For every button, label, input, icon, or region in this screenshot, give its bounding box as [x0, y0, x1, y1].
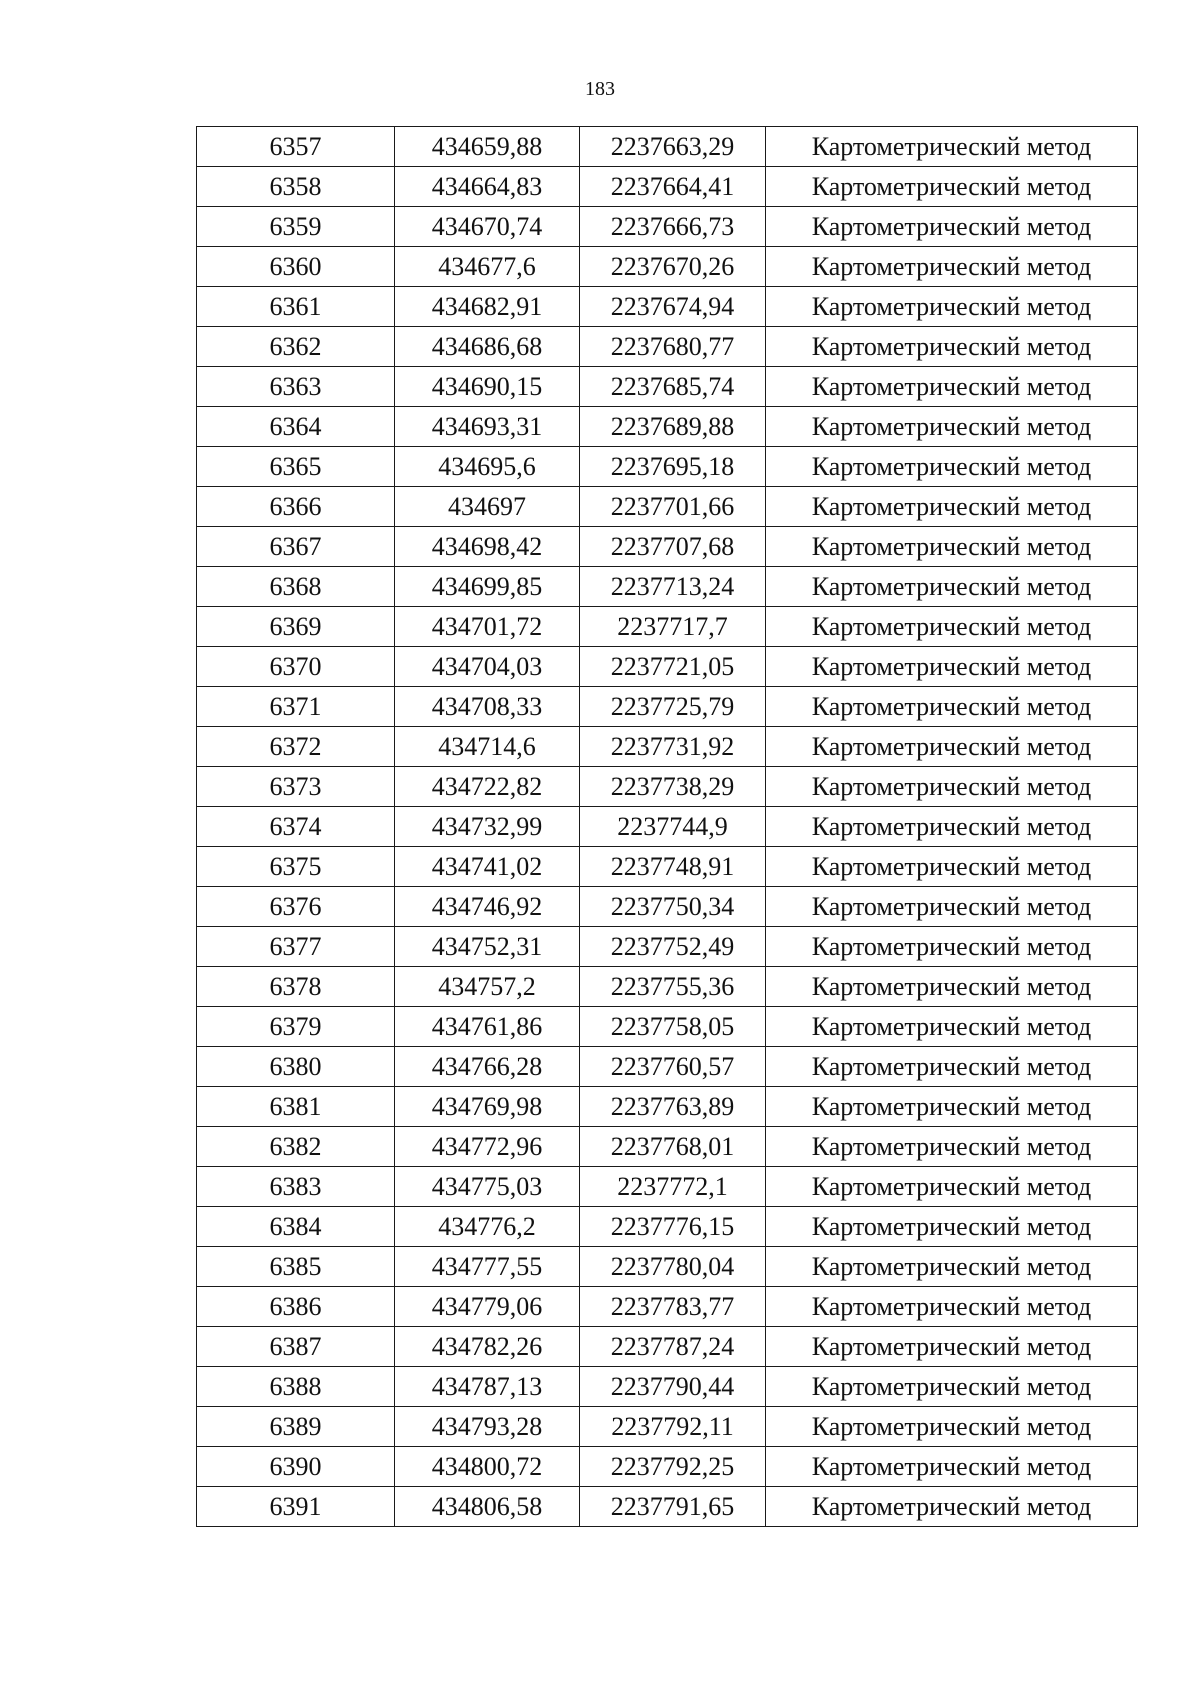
table-row [197, 407, 1138, 447]
y-coordinate-cell: 2237664,41 [580, 167, 766, 207]
method-cell: Картометрический метод [766, 847, 1138, 887]
x-coordinate-cell: 434690,15 [395, 367, 580, 407]
table-row [197, 1247, 1138, 1287]
table-row [197, 807, 1138, 847]
point-number-cell: 6382 [197, 1127, 395, 1167]
x-coordinate-cell: 434693,31 [395, 407, 580, 447]
y-coordinate-cell: 2237776,15 [580, 1207, 766, 1247]
method-cell: Картометрический метод [766, 767, 1138, 807]
method-cell: Картометрический метод [766, 247, 1138, 287]
table-row [197, 1367, 1138, 1407]
point-number-cell: 6370 [197, 647, 395, 687]
table-row [197, 207, 1138, 247]
method-cell: Картометрический метод [766, 1047, 1138, 1087]
y-coordinate-cell: 2237748,91 [580, 847, 766, 887]
point-number-cell: 6387 [197, 1327, 395, 1367]
x-coordinate-cell: 434670,74 [395, 207, 580, 247]
x-coordinate-cell: 434697 [395, 487, 580, 527]
point-number-cell: 6391 [197, 1487, 395, 1527]
point-number-cell: 6362 [197, 327, 395, 367]
point-number-cell: 6380 [197, 1047, 395, 1087]
method-cell: Картометрический метод [766, 1207, 1138, 1247]
y-coordinate-cell: 2237713,24 [580, 567, 766, 607]
y-coordinate-cell: 2237670,26 [580, 247, 766, 287]
y-coordinate-cell: 2237768,01 [580, 1127, 766, 1167]
method-cell: Картометрический метод [766, 207, 1138, 247]
y-coordinate-cell: 2237760,57 [580, 1047, 766, 1087]
method-cell: Картометрический метод [766, 927, 1138, 967]
y-coordinate-cell: 2237674,94 [580, 287, 766, 327]
table-row [197, 647, 1138, 687]
x-coordinate-cell: 434772,96 [395, 1127, 580, 1167]
y-coordinate-cell: 2237707,68 [580, 527, 766, 567]
point-number-cell: 6365 [197, 447, 395, 487]
x-coordinate-cell: 434701,72 [395, 607, 580, 647]
method-cell: Картометрический метод [766, 607, 1138, 647]
x-coordinate-cell: 434682,91 [395, 287, 580, 327]
y-coordinate-cell: 2237721,05 [580, 647, 766, 687]
method-cell: Картометрический метод [766, 1407, 1138, 1447]
table-row [197, 327, 1138, 367]
x-coordinate-cell: 434704,03 [395, 647, 580, 687]
method-cell: Картометрический метод [766, 447, 1138, 487]
point-number-cell: 6374 [197, 807, 395, 847]
point-number-cell: 6384 [197, 1207, 395, 1247]
point-number-cell: 6368 [197, 567, 395, 607]
point-number-cell: 6390 [197, 1447, 395, 1487]
y-coordinate-cell: 2237752,49 [580, 927, 766, 967]
page-number: 183 [585, 78, 615, 100]
x-coordinate-cell: 434746,92 [395, 887, 580, 927]
y-coordinate-cell: 2237738,29 [580, 767, 766, 807]
point-number-cell: 6360 [197, 247, 395, 287]
method-cell: Картометрический метод [766, 287, 1138, 327]
method-cell: Картометрический метод [766, 487, 1138, 527]
method-cell: Картометрический метод [766, 527, 1138, 567]
method-cell: Картометрический метод [766, 167, 1138, 207]
point-number-cell: 6358 [197, 167, 395, 207]
point-number-cell: 6389 [197, 1407, 395, 1447]
x-coordinate-cell: 434800,72 [395, 1447, 580, 1487]
y-coordinate-cell: 2237791,65 [580, 1487, 766, 1527]
table-row [197, 1327, 1138, 1367]
point-number-cell: 6378 [197, 967, 395, 1007]
y-coordinate-cell: 2237750,34 [580, 887, 766, 927]
point-number-cell: 6367 [197, 527, 395, 567]
x-coordinate-cell: 434708,33 [395, 687, 580, 727]
x-coordinate-cell: 434664,83 [395, 167, 580, 207]
method-cell: Картометрический метод [766, 727, 1138, 767]
table-row [197, 847, 1138, 887]
x-coordinate-cell: 434769,98 [395, 1087, 580, 1127]
x-coordinate-cell: 434714,6 [395, 727, 580, 767]
point-number-cell: 6366 [197, 487, 395, 527]
y-coordinate-cell: 2237689,88 [580, 407, 766, 447]
table-row [197, 447, 1138, 487]
point-number-cell: 6363 [197, 367, 395, 407]
table-row [197, 567, 1138, 607]
method-cell: Картометрический метод [766, 1487, 1138, 1527]
y-coordinate-cell: 2237663,29 [580, 127, 766, 167]
x-coordinate-cell: 434779,06 [395, 1287, 580, 1327]
method-cell: Картометрический метод [766, 1327, 1138, 1367]
x-coordinate-cell: 434752,31 [395, 927, 580, 967]
method-cell: Картометрический метод [766, 1167, 1138, 1207]
method-cell: Картометрический метод [766, 807, 1138, 847]
point-number-cell: 6372 [197, 727, 395, 767]
point-number-cell: 6376 [197, 887, 395, 927]
y-coordinate-cell: 2237763,89 [580, 1087, 766, 1127]
method-cell: Картометрический метод [766, 407, 1138, 447]
method-cell: Картометрический метод [766, 1447, 1138, 1487]
y-coordinate-cell: 2237685,74 [580, 367, 766, 407]
x-coordinate-cell: 434766,28 [395, 1047, 580, 1087]
y-coordinate-cell: 2237772,1 [580, 1167, 766, 1207]
table-row [197, 967, 1138, 1007]
y-coordinate-cell: 2237701,66 [580, 487, 766, 527]
table-row [197, 1087, 1138, 1127]
x-coordinate-cell: 434732,99 [395, 807, 580, 847]
x-coordinate-cell: 434698,42 [395, 527, 580, 567]
y-coordinate-cell: 2237792,11 [580, 1407, 766, 1447]
point-number-cell: 6381 [197, 1087, 395, 1127]
point-number-cell: 6377 [197, 927, 395, 967]
y-coordinate-cell: 2237792,25 [580, 1447, 766, 1487]
method-cell: Картометрический метод [766, 1087, 1138, 1127]
y-coordinate-cell: 2237717,7 [580, 607, 766, 647]
table-row [197, 527, 1138, 567]
table-row [197, 1047, 1138, 1087]
method-cell: Картометрический метод [766, 647, 1138, 687]
table-row [197, 927, 1138, 967]
y-coordinate-cell: 2237755,36 [580, 967, 766, 1007]
method-cell: Картометрический метод [766, 127, 1138, 167]
point-number-cell: 6359 [197, 207, 395, 247]
point-number-cell: 6361 [197, 287, 395, 327]
table-row [197, 1007, 1138, 1047]
point-number-cell: 6371 [197, 687, 395, 727]
method-cell: Картометрический метод [766, 887, 1138, 927]
table-row [197, 687, 1138, 727]
x-coordinate-cell: 434695,6 [395, 447, 580, 487]
table-row [197, 1287, 1138, 1327]
method-cell: Картометрический метод [766, 1007, 1138, 1047]
table-row [197, 167, 1138, 207]
table-row [197, 1487, 1138, 1527]
table-row [197, 287, 1138, 327]
x-coordinate-cell: 434782,26 [395, 1327, 580, 1367]
x-coordinate-cell: 434677,6 [395, 247, 580, 287]
x-coordinate-cell: 434659,88 [395, 127, 580, 167]
y-coordinate-cell: 2237783,77 [580, 1287, 766, 1327]
coordinates-table [196, 126, 1138, 1527]
y-coordinate-cell: 2237725,79 [580, 687, 766, 727]
method-cell: Картометрический метод [766, 967, 1138, 1007]
method-cell: Картометрический метод [766, 1127, 1138, 1167]
coordinates-table-body [197, 127, 1138, 1527]
y-coordinate-cell: 2237787,24 [580, 1327, 766, 1367]
x-coordinate-cell: 434722,82 [395, 767, 580, 807]
method-cell: Картометрический метод [766, 367, 1138, 407]
point-number-cell: 6373 [197, 767, 395, 807]
table-row [197, 1447, 1138, 1487]
table-row [197, 1207, 1138, 1247]
y-coordinate-cell: 2237731,92 [580, 727, 766, 767]
x-coordinate-cell: 434775,03 [395, 1167, 580, 1207]
point-number-cell: 6357 [197, 127, 395, 167]
x-coordinate-cell: 434699,85 [395, 567, 580, 607]
table-row [197, 727, 1138, 767]
point-number-cell: 6375 [197, 847, 395, 887]
point-number-cell: 6385 [197, 1247, 395, 1287]
y-coordinate-cell: 2237790,44 [580, 1367, 766, 1407]
y-coordinate-cell: 2237780,04 [580, 1247, 766, 1287]
point-number-cell: 6369 [197, 607, 395, 647]
method-cell: Картометрический метод [766, 567, 1138, 607]
table-row [197, 767, 1138, 807]
x-coordinate-cell: 434741,02 [395, 847, 580, 887]
y-coordinate-cell: 2237680,77 [580, 327, 766, 367]
method-cell: Картометрический метод [766, 327, 1138, 367]
x-coordinate-cell: 434787,13 [395, 1367, 580, 1407]
point-number-cell: 6388 [197, 1367, 395, 1407]
y-coordinate-cell: 2237744,9 [580, 807, 766, 847]
table-row [197, 487, 1138, 527]
point-number-cell: 6364 [197, 407, 395, 447]
y-coordinate-cell: 2237695,18 [580, 447, 766, 487]
x-coordinate-cell: 434757,2 [395, 967, 580, 1007]
table-row [197, 247, 1138, 287]
table-row [197, 1167, 1138, 1207]
y-coordinate-cell: 2237758,05 [580, 1007, 766, 1047]
x-coordinate-cell: 434776,2 [395, 1207, 580, 1247]
table-row [197, 1127, 1138, 1167]
table-row [197, 887, 1138, 927]
table-row [197, 367, 1138, 407]
point-number-cell: 6379 [197, 1007, 395, 1047]
x-coordinate-cell: 434777,55 [395, 1247, 580, 1287]
x-coordinate-cell: 434793,28 [395, 1407, 580, 1447]
x-coordinate-cell: 434761,86 [395, 1007, 580, 1047]
table-row [197, 1407, 1138, 1447]
method-cell: Картометрический метод [766, 687, 1138, 727]
x-coordinate-cell: 434686,68 [395, 327, 580, 367]
point-number-cell: 6383 [197, 1167, 395, 1207]
table-row [197, 127, 1138, 167]
method-cell: Картометрический метод [766, 1287, 1138, 1327]
table-row [197, 607, 1138, 647]
point-number-cell: 6386 [197, 1287, 395, 1327]
x-coordinate-cell: 434806,58 [395, 1487, 580, 1527]
y-coordinate-cell: 2237666,73 [580, 207, 766, 247]
method-cell: Картометрический метод [766, 1367, 1138, 1407]
method-cell: Картометрический метод [766, 1247, 1138, 1287]
